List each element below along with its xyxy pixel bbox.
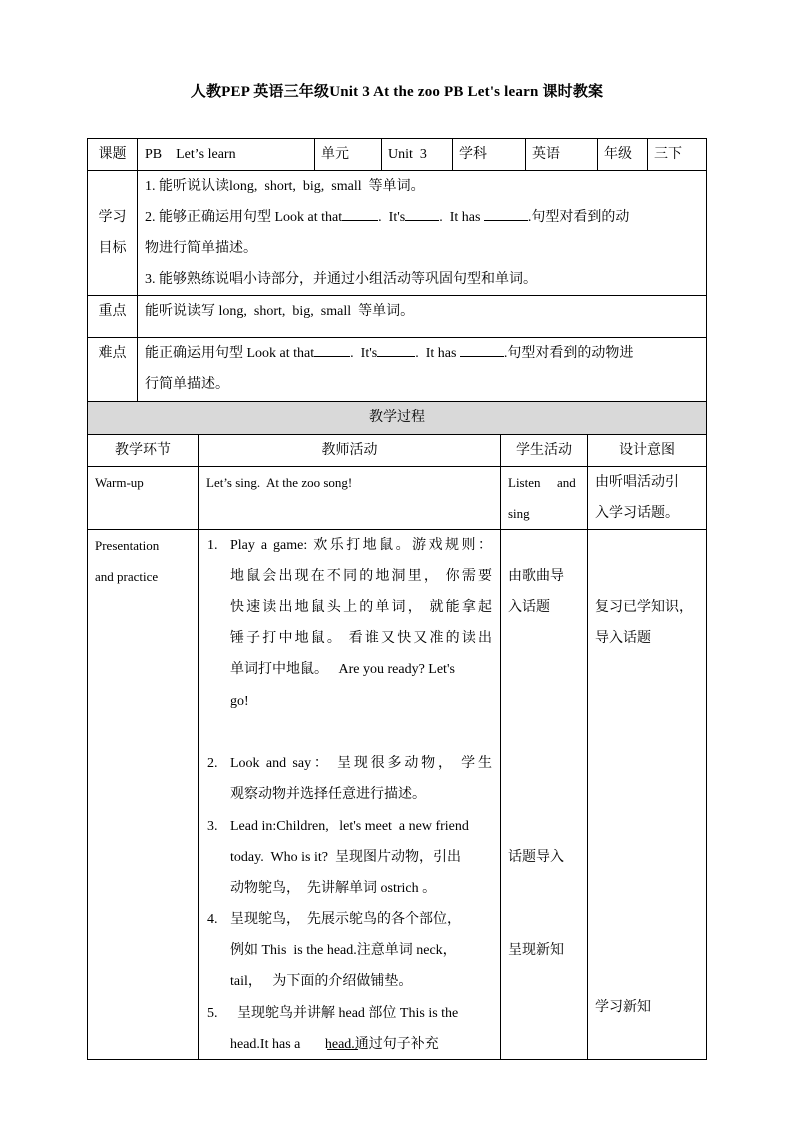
header-student: 学生活动 — [516, 443, 572, 458]
grade-value: 三下 — [654, 147, 682, 162]
item-4-line: 例如 This is the head.注意单词 neck， — [230, 943, 457, 958]
objective-2: 2. 能够正确运用句型 Look at that . It's . It has .句型对看到的动 — [145, 210, 630, 225]
topic-value: PB Let’s learn — [145, 147, 236, 162]
design-note: 导入话题 — [595, 631, 651, 646]
objectives-label-2: 目标 — [98, 241, 127, 256]
item-4-line: 呈现鸵鸟， 先展示鸵鸟的各个部位， — [230, 912, 461, 927]
subject-value: 英语 — [532, 147, 560, 162]
presentation-stage-1: Presentation — [95, 538, 160, 553]
item-2-number: 2. — [207, 756, 218, 771]
difficulty-text: 能正确运用句型 Look at that . It's . It has .句型对看到的动物进 — [145, 346, 634, 361]
objective-2-cont: 物进行简单描述。 — [145, 241, 257, 256]
objectives-label-1: 学习 — [98, 210, 127, 225]
unit-value: Unit 3 — [388, 147, 427, 162]
design-note: 复习已学知识， — [595, 600, 693, 615]
student-note: 话题导入 — [508, 850, 564, 865]
item-4-line: tail， 为下面的介绍做铺垫。 — [230, 974, 413, 989]
process-heading: 教学过程 — [369, 410, 425, 425]
student-note: 呈现新知 — [508, 943, 564, 958]
item-1-number: 1. — [207, 538, 218, 553]
header-stage: 教学环节 — [115, 443, 171, 458]
warmup-student-2: and — [557, 475, 576, 490]
warmup-design-2: 入学习话题。 — [595, 506, 679, 521]
difficulty-label: 难点 — [98, 346, 127, 361]
grade-label: 年级 — [604, 147, 632, 162]
warmup-student-3: sing — [508, 506, 530, 521]
item-3-line: Lead in:Children, let's meet a new friend — [230, 819, 469, 834]
item-1-line: Play a game: 欢乐打地鼠。游戏规则： — [230, 538, 492, 553]
warmup-student-1: Listen — [508, 475, 541, 490]
warmup-teacher: Let’s sing. At the zoo song! — [206, 475, 353, 490]
objective-1: 1. 能听说认读long, short, big, small 等单词。 — [145, 179, 425, 194]
student-note: 入话题 — [508, 600, 550, 615]
item-2-line: 观察动物并选择任意进行描述。 — [230, 787, 426, 802]
item-4-number: 4. — [207, 912, 218, 927]
warmup-design-1: 由听唱活动引 — [595, 475, 679, 490]
item-5-line: 呈现鸵鸟并讲解 head 部位 This is the — [230, 1006, 459, 1021]
item-1-line: 地鼠会出现在不同的地洞里， 你需要 — [230, 569, 492, 584]
item-5-line: head.It has a head.通过句子补充 — [230, 1037, 439, 1052]
document-title: 人教PEP 英语三年级Unit 3 At the zoo PB Let's learn 课时教案 — [190, 84, 604, 100]
subject-label: 学科 — [459, 147, 487, 162]
item-5-number: 5. — [207, 1006, 218, 1021]
presentation-stage-2: and practice — [95, 569, 159, 584]
item-1-line: 快速读出地鼠头上的单词， 就能拿起 — [230, 600, 492, 615]
item-5-blank — [327, 1049, 358, 1050]
key-point-text: 能听说读写 long, short, big, small 等单词。 — [145, 304, 415, 319]
item-2-line: Look and say： 呈现很多动物， 学生 — [230, 756, 492, 771]
item-3-line: 动物鸵鸟， 先讲解单词 ostrich 。 — [230, 881, 437, 896]
design-note: 学习新知 — [595, 1000, 651, 1015]
key-point-label: 重点 — [98, 304, 127, 319]
topic-label: 课题 — [98, 147, 127, 162]
objective-3: 3. 能够熟练说唱小诗部分，并通过小组活动等巩固句型和单词。 — [145, 272, 537, 287]
item-3-line: today. Who is it? 呈现图片动物，引出 — [230, 850, 461, 865]
warmup-stage: Warm-up — [95, 475, 144, 490]
item-1-line: go! — [230, 694, 249, 709]
header-teacher: 教师活动 — [321, 443, 378, 458]
difficulty-text-cont: 行简单描述。 — [145, 377, 229, 392]
student-note: 由歌曲导 — [508, 569, 564, 584]
item-1-line: 锤子打中地鼠。 看谁又快又准的读出 — [230, 631, 492, 646]
item-3-number: 3. — [207, 819, 218, 834]
unit-label: 单元 — [321, 147, 349, 162]
item-1-line: 单词打中地鼠。 Are you ready? Let's — [230, 662, 455, 677]
header-design: 设计意图 — [619, 443, 675, 458]
